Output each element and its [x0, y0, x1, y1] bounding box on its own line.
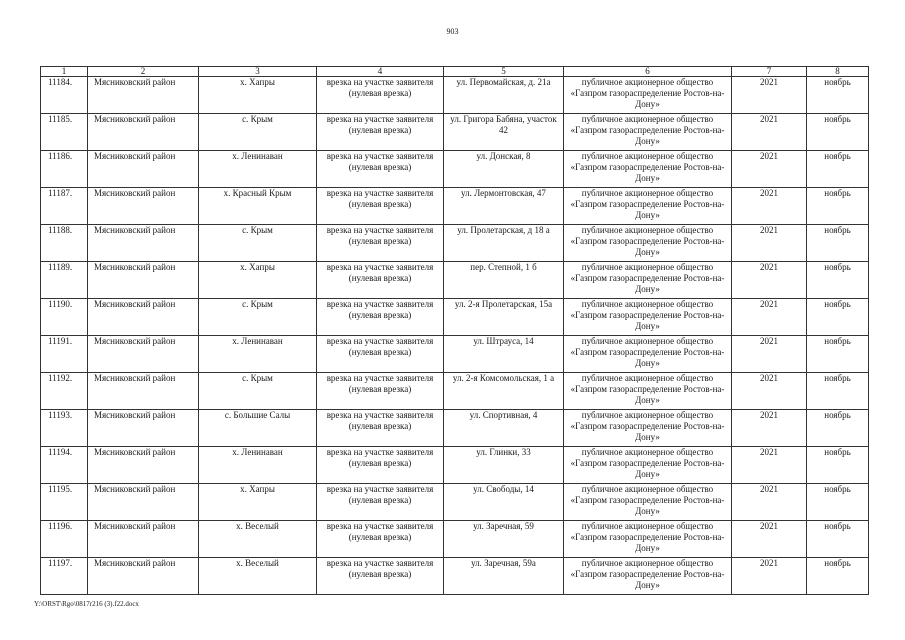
address-cell: ул. Лермонтовская, 47 [444, 188, 564, 225]
district-cell: Мясниковский район [88, 299, 199, 336]
work-type-cell: врезка на участке заявителя (нулевая врезка) [317, 299, 444, 336]
organization-cell: публичное акционерное общество «Газпром газораспределение Ростов-на-Дону» [564, 188, 732, 225]
locality-cell: х. Веселый [199, 521, 317, 558]
address-cell: ул. Донская, 8 [444, 151, 564, 188]
column-header: 7 [732, 67, 807, 77]
row-number-cell: 11196. [41, 521, 88, 558]
organization-cell: публичное акционерное общество «Газпром газораспределение Ростов-на-Дону» [564, 373, 732, 410]
table-row [41, 77, 869, 114]
district-cell: Мясниковский район [88, 188, 199, 225]
organization-cell: публичное акционерное общество «Газпром газораспределение Ростов-на-Дону» [564, 336, 732, 373]
row-number-cell: 11192. [41, 373, 88, 410]
table-row [41, 484, 869, 521]
month-cell: ноябрь [807, 262, 869, 299]
column-header: 6 [564, 67, 732, 77]
address-cell: ул. Первомайская, д. 21а [444, 77, 564, 114]
row-number-cell: 11193. [41, 410, 88, 447]
address-cell: пер. Степной, 1 б [444, 262, 564, 299]
table-row [41, 336, 869, 373]
row-number-cell: 11187. [41, 188, 88, 225]
district-cell: Мясниковский район [88, 114, 199, 151]
organization-cell: публичное акционерное общество «Газпром газораспределение Ростов-на-Дону» [564, 151, 732, 188]
locality-cell: с. Крым [199, 373, 317, 410]
work-type-cell: врезка на участке заявителя (нулевая врезка) [317, 558, 444, 595]
month-cell: ноябрь [807, 558, 869, 595]
locality-cell: с. Крым [199, 114, 317, 151]
row-number-cell: 11185. [41, 114, 88, 151]
year-cell: 2021 [732, 188, 807, 225]
organization-cell: публичное акционерное общество «Газпром газораспределение Ростов-на-Дону» [564, 410, 732, 447]
column-header: 4 [317, 67, 444, 77]
table-row [41, 558, 869, 595]
year-cell: 2021 [732, 262, 807, 299]
work-type-cell: врезка на участке заявителя (нулевая врезка) [317, 151, 444, 188]
locality-cell: х. Ленинаван [199, 151, 317, 188]
month-cell: ноябрь [807, 114, 869, 151]
month-cell: ноябрь [807, 77, 869, 114]
table-row [41, 114, 869, 151]
locality-cell: х. Хапры [199, 77, 317, 114]
row-number-cell: 11195. [41, 484, 88, 521]
work-type-cell: врезка на участке заявителя (нулевая врезка) [317, 262, 444, 299]
district-cell: Мясниковский район [88, 558, 199, 595]
year-cell: 2021 [732, 336, 807, 373]
table-row [41, 225, 869, 262]
row-number-cell: 11191. [41, 336, 88, 373]
table-row [41, 410, 869, 447]
district-cell: Мясниковский район [88, 77, 199, 114]
work-type-cell: врезка на участке заявителя (нулевая врезка) [317, 521, 444, 558]
address-cell: ул. Заречная, 59а [444, 558, 564, 595]
year-cell: 2021 [732, 484, 807, 521]
table-row [41, 521, 869, 558]
month-cell: ноябрь [807, 151, 869, 188]
month-cell: ноябрь [807, 484, 869, 521]
locality-cell: х. Красный Крым [199, 188, 317, 225]
data-table [40, 66, 869, 595]
row-number-cell: 11194. [41, 447, 88, 484]
year-cell: 2021 [732, 410, 807, 447]
year-cell: 2021 [732, 77, 807, 114]
row-number-cell: 11190. [41, 299, 88, 336]
locality-cell: х. Веселый [199, 558, 317, 595]
page-number: 903 [446, 27, 459, 36]
district-cell: Мясниковский район [88, 262, 199, 299]
locality-cell: с. Большие Салы [199, 410, 317, 447]
organization-cell: публичное акционерное общество «Газпром газораспределение Ростов-на-Дону» [564, 225, 732, 262]
address-cell: ул. Штрауса, 14 [444, 336, 564, 373]
organization-cell: публичное акционерное общество «Газпром газораспределение Ростов-на-Дону» [564, 484, 732, 521]
footer-file-path: Y:\ORST\Rgo\0817r216 (3).f22.docx [34, 600, 139, 608]
year-cell: 2021 [732, 225, 807, 262]
district-cell: Мясниковский район [88, 373, 199, 410]
locality-cell: с. Крым [199, 299, 317, 336]
column-number-row [41, 67, 869, 77]
work-type-cell: врезка на участке заявителя (нулевая врезка) [317, 373, 444, 410]
work-type-cell: врезка на участке заявителя (нулевая врезка) [317, 410, 444, 447]
address-cell: ул. Заречная, 59 [444, 521, 564, 558]
address-cell: ул. 2-я Пролетарская, 15а [444, 299, 564, 336]
year-cell: 2021 [732, 114, 807, 151]
organization-cell: публичное акционерное общество «Газпром газораспределение Ростов-на-Дону» [564, 558, 732, 595]
work-type-cell: врезка на участке заявителя (нулевая врезка) [317, 447, 444, 484]
table-row [41, 262, 869, 299]
month-cell: ноябрь [807, 373, 869, 410]
month-cell: ноябрь [807, 336, 869, 373]
column-header: 3 [199, 67, 317, 77]
year-cell: 2021 [732, 447, 807, 484]
work-type-cell: врезка на участке заявителя (нулевая врезка) [317, 484, 444, 521]
row-number-cell: 11184. [41, 77, 88, 114]
month-cell: ноябрь [807, 299, 869, 336]
table-row [41, 151, 869, 188]
address-cell: ул. Спортивная, 4 [444, 410, 564, 447]
table-row [41, 447, 869, 484]
organization-cell: публичное акционерное общество «Газпром газораспределение Ростов-на-Дону» [564, 262, 732, 299]
address-cell: ул. Свободы, 14 [444, 484, 564, 521]
district-cell: Мясниковский район [88, 336, 199, 373]
column-header: 1 [41, 67, 88, 77]
locality-cell: х. Хапры [199, 262, 317, 299]
locality-cell: х. Ленинаван [199, 447, 317, 484]
work-type-cell: врезка на участке заявителя (нулевая врезка) [317, 336, 444, 373]
address-cell: ул. 2-я Комсомольская, 1 а [444, 373, 564, 410]
year-cell: 2021 [732, 558, 807, 595]
table-row [41, 188, 869, 225]
locality-cell: х. Ленинаван [199, 336, 317, 373]
month-cell: ноябрь [807, 225, 869, 262]
work-type-cell: врезка на участке заявителя (нулевая врезка) [317, 77, 444, 114]
row-number-cell: 11189. [41, 262, 88, 299]
row-number-cell: 11197. [41, 558, 88, 595]
work-type-cell: врезка на участке заявителя (нулевая врезка) [317, 114, 444, 151]
district-cell: Мясниковский район [88, 225, 199, 262]
locality-cell: с. Крым [199, 225, 317, 262]
year-cell: 2021 [732, 151, 807, 188]
month-cell: ноябрь [807, 188, 869, 225]
address-cell: ул. Григора Бабяна, участок 42 [444, 114, 564, 151]
column-header: 2 [88, 67, 199, 77]
work-type-cell: врезка на участке заявителя (нулевая врезка) [317, 188, 444, 225]
district-cell: Мясниковский район [88, 447, 199, 484]
organization-cell: публичное акционерное общество «Газпром газораспределение Ростов-на-Дону» [564, 114, 732, 151]
table-body [41, 77, 869, 595]
organization-cell: публичное акционерное общество «Газпром газораспределение Ростов-на-Дону» [564, 299, 732, 336]
column-header: 5 [444, 67, 564, 77]
year-cell: 2021 [732, 521, 807, 558]
year-cell: 2021 [732, 299, 807, 336]
district-cell: Мясниковский район [88, 410, 199, 447]
work-type-cell: врезка на участке заявителя (нулевая врезка) [317, 225, 444, 262]
address-cell: ул. Пролетарская, д 18 а [444, 225, 564, 262]
month-cell: ноябрь [807, 410, 869, 447]
locality-cell: х. Хапры [199, 484, 317, 521]
year-cell: 2021 [732, 373, 807, 410]
row-number-cell: 11186. [41, 151, 88, 188]
row-number-cell: 11188. [41, 225, 88, 262]
organization-cell: публичное акционерное общество «Газпром газораспределение Ростов-на-Дону» [564, 77, 732, 114]
district-cell: Мясниковский район [88, 521, 199, 558]
table-row [41, 299, 869, 336]
district-cell: Мясниковский район [88, 484, 199, 521]
organization-cell: публичное акционерное общество «Газпром газораспределение Ростов-на-Дону» [564, 447, 732, 484]
month-cell: ноябрь [807, 521, 869, 558]
column-header: 8 [807, 67, 869, 77]
organization-cell: публичное акционерное общество «Газпром газораспределение Ростов-на-Дону» [564, 521, 732, 558]
district-cell: Мясниковский район [88, 151, 199, 188]
address-cell: ул. Глинки, 33 [444, 447, 564, 484]
table-row [41, 373, 869, 410]
month-cell: ноябрь [807, 447, 869, 484]
